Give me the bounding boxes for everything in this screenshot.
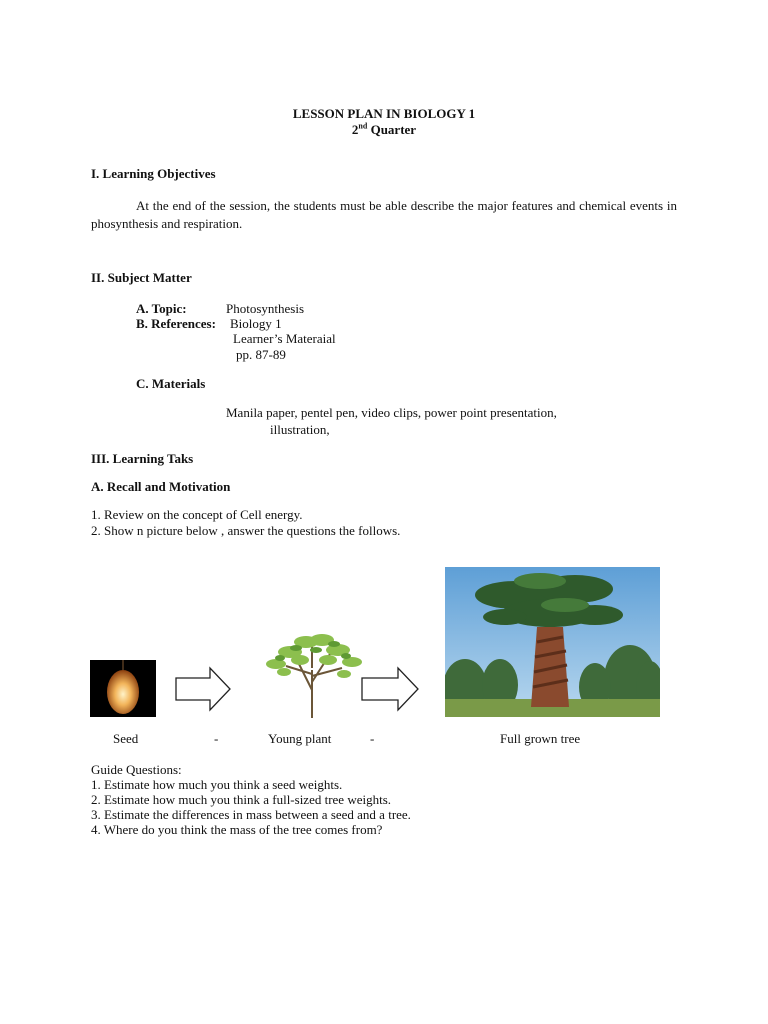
task-item: 1. Review on the concept of Cell energy. <box>91 507 303 522</box>
quarter-line <box>0 122 768 138</box>
task-item: 2. Show n picture below , answer the questions the follows. <box>91 523 401 538</box>
section-learning-tasks-heading: III. Learning Taks <box>91 451 194 466</box>
arrow-right-icon <box>174 666 232 712</box>
quarter-ordinal: nd <box>358 121 368 131</box>
references-label: B. References: <box>136 316 216 331</box>
guide-question: 2. Estimate how much you think a full-sized tree weights. <box>91 792 392 807</box>
section-subject-matter-heading: II. Subject Matter <box>91 270 192 285</box>
page-title: LESSON PLAN IN BIOLOGY 1 <box>292 106 476 121</box>
seed-image <box>90 660 156 717</box>
recall-motivation-heading: A. Recall and Motivation <box>91 479 231 494</box>
guide-question: 1. Estimate how much you think a seed weights. <box>91 777 343 792</box>
quarter-number: 2 <box>351 122 359 137</box>
topic-value: Photosynthesis <box>226 301 305 316</box>
materials-line: illustration, <box>270 422 330 437</box>
topic-label: A. Topic: <box>136 301 187 316</box>
seed-label: Seed <box>113 731 139 746</box>
young-plant-label: Young plant <box>268 731 332 746</box>
full-grown-tree-label: Full grown tree <box>500 731 581 746</box>
reference-line: Learner’s Materaial <box>233 331 336 346</box>
materials-label: C. Materials <box>136 376 206 391</box>
full-grown-tree-image <box>445 567 660 717</box>
objectives-paragraph: At the end of the session, the students must be able describe the major features and chemical events in phosynthesis and respiration. <box>91 198 677 231</box>
separator-dash: - <box>370 731 375 746</box>
reference-line: Biology 1 <box>230 316 282 331</box>
guide-questions-heading: Guide Questions: <box>91 762 182 777</box>
guide-question: 4. Where do you think the mass of the tree comes from? <box>91 822 383 837</box>
quarter-word: Quarter <box>370 122 417 137</box>
materials-line: Manila paper, pentel pen, video clips, power point presentation, <box>226 405 557 420</box>
separator-dash: - <box>214 731 219 746</box>
reference-line: pp. 87-89 <box>236 347 286 362</box>
guide-question: 3. Estimate the differences in mass between a seed and a tree. <box>91 807 411 822</box>
young-plant-image <box>256 630 366 720</box>
section-learning-objectives-heading: I. Learning Objectives <box>91 166 216 181</box>
arrow-right-icon <box>360 666 420 712</box>
